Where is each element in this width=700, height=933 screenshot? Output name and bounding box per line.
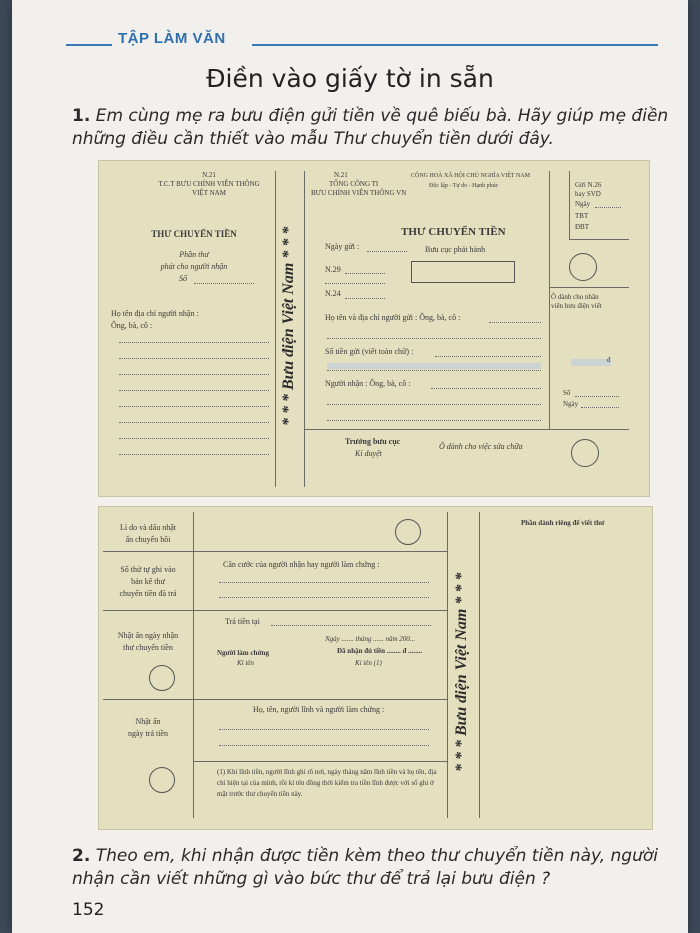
mid-motto: Độc lập - Tự do - Hạnh phúc: [429, 183, 499, 189]
question-1: [72, 105, 672, 151]
section-header: [66, 28, 666, 52]
left-line[interactable]: [119, 390, 269, 391]
row3-label-a: Nhật ấn ngày nhận: [117, 631, 179, 640]
right-tbt-label: TBT: [575, 212, 589, 220]
left-org: T.C.T BƯU CHÍNH VIỄN THÔNG: [158, 180, 260, 188]
amount-line[interactable]: [435, 356, 541, 357]
perforation-line: [304, 171, 305, 487]
left-ong-label: Ông, bà, cô :: [111, 321, 153, 330]
received-label: Đã nhận đủ tiền ........ đ ........: [337, 647, 423, 655]
left-form-title: THƯ CHUYỂN TIỀN: [151, 229, 237, 239]
left-line[interactable]: [119, 374, 269, 375]
section-title: TẬP LÀM VĂN: [118, 30, 226, 47]
pay-at-label: Trả tiền tại: [225, 617, 260, 626]
row3-label-b: thư chuyển tiền: [123, 643, 173, 652]
left-line[interactable]: [119, 342, 269, 343]
row1-divider: [103, 551, 447, 552]
recipient-line[interactable]: [431, 388, 541, 389]
left-line[interactable]: [119, 358, 269, 359]
date-line-label: Ngày ....... tháng ...... năm 200...: [325, 635, 416, 643]
correction-label: Ô dành cho việc sửa chữa: [439, 442, 523, 451]
header-rule-right: [252, 44, 658, 46]
question-1-text: Em cùng mẹ ra bưu điện gửi tiền về quê biếu bà. Hãy giúp mẹ điền những điều cần thiết vào mẫu Thư chuyển tiền dưới đây.: [72, 106, 669, 149]
recipient-line-3[interactable]: [327, 420, 541, 421]
right-staff-top: [549, 287, 629, 288]
mid-code: N.21: [334, 171, 348, 179]
amount-line-2[interactable]: [327, 370, 541, 371]
left-so-label: Số: [179, 274, 187, 283]
question-2-number: 2.: [72, 846, 91, 866]
staff-label-2: viên bưu điện viết: [551, 302, 602, 310]
payee-line-2[interactable]: [219, 745, 429, 746]
right-so-line[interactable]: [575, 396, 619, 397]
left-code: N.21: [202, 171, 216, 179]
left-so-line[interactable]: [194, 283, 254, 284]
row1-label-b: ấn chuyển hồi: [125, 535, 171, 544]
row4-stamp-circle: [149, 767, 175, 793]
back-perforation-left: [447, 512, 448, 818]
n29-line-2[interactable]: [325, 283, 385, 284]
question-2-text: Theo em, khi nhận được tiền kèm theo thư chuyển tiền này, người nhận cần viết những gì vào bức thư để trả lại bưu điện ?: [72, 846, 658, 889]
issuing-office-label: Bưu cục phát hành: [425, 245, 486, 254]
amount-highlight: [571, 359, 611, 366]
mid-form-title: THƯ CHUYỂN TIỀN: [401, 226, 506, 238]
recipient-label: Người nhận : Ông, bà, cô :: [325, 379, 411, 388]
left-line[interactable]: [119, 438, 269, 439]
row3-divider: [103, 699, 447, 700]
money-order-front: [98, 160, 650, 497]
right-so-label: Số: [563, 389, 571, 397]
vertical-brand-label: * * * Bưu điện Việt Nam * * *: [280, 226, 297, 426]
amount-label: Số tiền gửi (viết toàn chữ) :: [325, 347, 414, 356]
issuing-office-box[interactable]: [411, 261, 515, 283]
money-order-back: [98, 506, 653, 830]
mid-country: CỘNG HOÀ XÃ HỘI CHỦ NGHĨA VIỆT NAM: [411, 173, 530, 179]
page-number: 152: [72, 900, 105, 920]
right-divider: [549, 171, 550, 429]
row1-label-a: Lí do và dấu nhật: [120, 523, 176, 532]
row4-divider: [193, 761, 447, 762]
right-ngay2-label: Ngày: [563, 400, 579, 408]
mid-org-1: TỔNG CÔNG TI: [329, 180, 379, 188]
right-hay-label: hay SVD: [575, 190, 601, 198]
right-ngay-line[interactable]: [595, 207, 621, 208]
staff-label-1: Ô dành cho nhân: [551, 293, 599, 301]
right-ngay2-line[interactable]: [581, 407, 619, 408]
back-perforation-right: [479, 512, 480, 818]
left-sub-2: phát cho người nhận: [160, 262, 228, 271]
stamp-circle: [569, 253, 597, 281]
right-dbt-label: ĐBT: [575, 223, 589, 231]
sender-line[interactable]: [489, 322, 541, 323]
n24-line[interactable]: [345, 298, 385, 299]
received-sign-label: Kí tên (1): [355, 659, 382, 667]
question-1-number: 1.: [72, 106, 91, 126]
left-line[interactable]: [119, 454, 269, 455]
witness-label: Người làm chứng: [217, 649, 269, 657]
payee-label: Họ, tên, người lĩnh và người làm chứng :: [253, 705, 385, 714]
n29-line[interactable]: [345, 273, 385, 274]
letter-area-header: Phần dành riêng để viết thư: [521, 519, 605, 527]
id-line-2[interactable]: [219, 597, 429, 598]
back-label-divider: [193, 512, 194, 818]
left-sub-1: Phần thư: [179, 250, 209, 259]
left-receiver-label: Họ tên địa chỉ người nhận :: [111, 309, 199, 318]
id-label: Căn cước của người nhận hay người làm chứng :: [223, 560, 380, 569]
row4-label-a: Nhật ấn: [135, 717, 161, 726]
question-2: [72, 845, 672, 891]
footer-divider: [304, 429, 629, 430]
id-line[interactable]: [219, 582, 429, 583]
row2-label-c: chuyển tiền đã trả: [119, 589, 177, 598]
date-sent-label: Ngày gửi :: [325, 242, 360, 251]
approval-label: Kí duyệt: [355, 449, 382, 458]
sender-label: Họ tên và địa chỉ người gửi : Ông, bà, cô :: [325, 313, 461, 322]
right-ngay-label: Ngày: [575, 200, 591, 208]
left-line[interactable]: [119, 422, 269, 423]
payee-line[interactable]: [219, 729, 429, 730]
left-country: VIỆT NAM: [192, 189, 226, 197]
recipient-line-2[interactable]: [327, 404, 541, 405]
left-line[interactable]: [119, 406, 269, 407]
right-box-bottom: [569, 239, 629, 240]
lesson-title: Điền vào giấy tờ in sẵn: [206, 64, 494, 93]
row3-stamp-circle: [149, 665, 175, 691]
row2-label-b: bản kê thư: [131, 577, 165, 586]
sender-line-2[interactable]: [327, 338, 541, 339]
row1-stamp-circle: [395, 519, 421, 545]
n24-label: N.24: [325, 289, 341, 298]
row2-label-a: Số thứ tự ghi vào: [120, 565, 176, 574]
postmaster-label: Trưởng bưu cục: [345, 437, 401, 446]
n29-label: N.29: [325, 265, 341, 274]
highlight-band: [327, 363, 541, 369]
row2-divider: [103, 610, 447, 611]
pay-at-line[interactable]: [271, 625, 431, 626]
currency-label: đ: [607, 356, 611, 364]
mid-org-2: BƯU CHÍNH VIỄN THÔNG VN: [311, 189, 407, 197]
witness-sign-label: Kí tên: [237, 659, 254, 667]
textbook-page: [12, 0, 688, 933]
footnote: (1) Khi lĩnh tiền, người lĩnh ghi rõ nơi, ngày tháng năm lĩnh tiền và họ tên, địa chỉ hiện tại của mình, rồi kí tên đồng thời kiểm tra tiền lĩnh được với số ghi ở mặt trước thư chuyển tiền này.: [217, 768, 437, 798]
right-box-divider: [569, 171, 570, 239]
stamp-circle-2: [571, 439, 599, 467]
row4-label-b: ngày trả tiền: [128, 729, 168, 738]
back-vertical-brand-label: * * * Bưu điện Việt Nam * * *: [453, 572, 470, 772]
header-rule-left: [66, 44, 112, 46]
right-gui-label: Gửi N.26: [575, 181, 602, 189]
left-divider: [275, 171, 276, 487]
date-sent-line[interactable]: [367, 251, 407, 252]
